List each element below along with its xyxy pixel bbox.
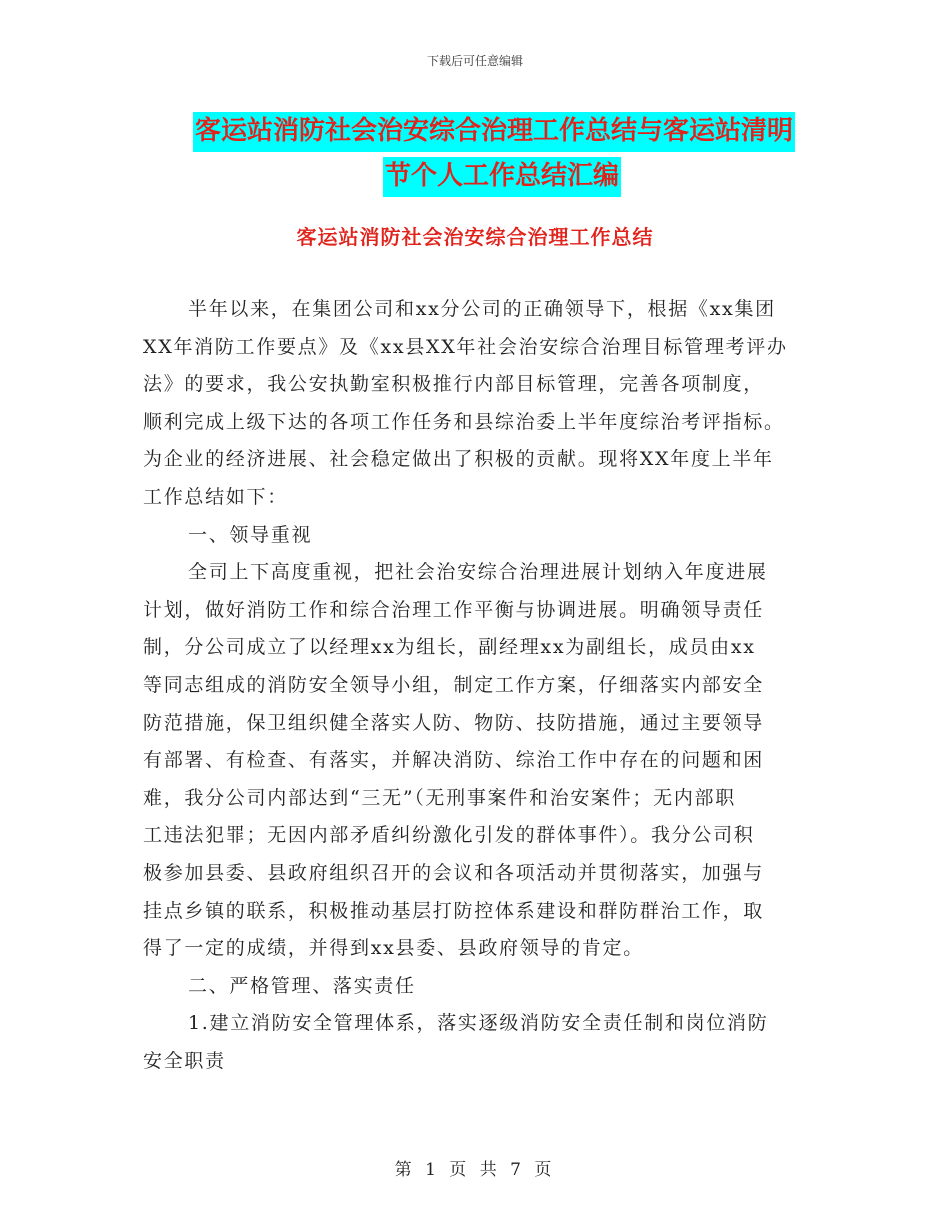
title-line-1: 客运站消防社会治安综合治理工作总结与客运站清明 xyxy=(193,112,795,152)
section-heading: 二、严格管理、落实责任 xyxy=(188,974,416,997)
text-line: 安全职责 xyxy=(143,1049,226,1072)
title-line-2: 节个人工作总结汇编 xyxy=(383,157,621,197)
text-line: 工作总结如下： xyxy=(143,485,288,508)
header-note: 下载后可任意编辑 xyxy=(426,54,523,68)
text-line: XX年消防工作要点》及《xx县XX年社会治安综合治理目标管理考评办 xyxy=(143,335,788,358)
text-line: 法》的要求，我公安执勤室积极推行内部目标管理，完善各项制度， xyxy=(143,373,765,396)
text-line: 半年以来，在集团公司和xx分公司的正确领导下，根据《xx集团 xyxy=(188,298,776,320)
text-line: 计划，做好消防工作和综合治理工作平衡与协调进展。明确领导责任 xyxy=(143,598,765,621)
text-line: 有部署、有检查、有落实，并解决消防、综治工作中存在的问题和困 xyxy=(143,749,765,772)
section-subtitle: 客运站消防社会治安综合治理工作总结 xyxy=(296,225,654,249)
body-text xyxy=(143,291,803,1080)
text-line: 等同志组成的消防安全领导小组，制定工作方案，仔细落实内部安全 xyxy=(143,673,765,696)
text-line: 防范措施，保卫组织健全落实人防、物防、技防措施，通过主要领导 xyxy=(143,711,765,734)
text-line: 难，我分公司内部达到“三无”（无刑事案件和治安案件；无内部职 xyxy=(143,786,736,809)
text-line: 顺利完成上级下达的各项工作任务和县综治委上半年度综治考评指标。 xyxy=(143,410,785,433)
text-line: 为企业的经济进展、社会稳定做出了积极的贡献。现将XX年度上半年 xyxy=(143,448,774,471)
text-line: 得了一定的成绩，并得到xx县委、县政府领导的肯定。 xyxy=(143,937,644,960)
text-line: 极参加县委、县政府组织召开的会议和各项活动并贯彻落实，加强与 xyxy=(143,861,765,884)
text-line: 制，分公司成立了以经理xx为组长，副经理xx为副组长，成员由xx xyxy=(143,636,756,659)
text-line: 全司上下高度重视，把社会治安综合治理进展计划纳入年度进展 xyxy=(188,561,768,584)
text-line: 1.建立消防安全管理体系，落实逐级消防安全责任制和岗位消防 xyxy=(188,1012,769,1035)
text-line: 挂点乡镇的联系，积极推动基层打防控体系建设和群防群治工作，取 xyxy=(143,899,765,922)
text-line: 工违法犯罪；无因内部矛盾纠纷激化引发的群体事件）。我分公司积 xyxy=(143,824,755,847)
section-heading: 一、领导重视 xyxy=(188,523,313,546)
page-footer: 第 1 页 共 7 页 xyxy=(394,1160,556,1180)
